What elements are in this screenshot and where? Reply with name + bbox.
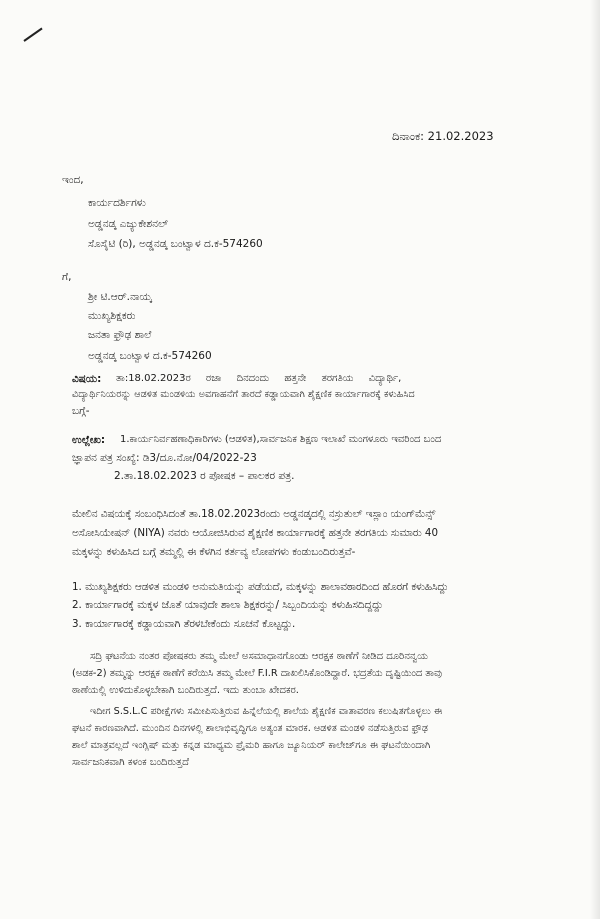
to-line-1: ಶ್ರೀ ಟಿ.ಆರ್.ನಾಯ್ಕ [88, 291, 152, 303]
reference-line-3: 2.ತಾ.18.02.2023 ರ ಪೋಷಕ – ಪಾಲಕರ ಪತ್ರ. [114, 470, 295, 482]
to-line-4: ಅಡ್ಡನಡ್ಕ ಬಂಟ್ವಾಳ ದ.ಕ-574260 [88, 350, 212, 362]
to-label: ಗೆ, [62, 271, 72, 283]
para1-line-1: ಮೇಲಿನ ವಿಷಯಕ್ಕೆ ಸಂಬಂಧಿಸಿದಂತೆ ತಾ.18.02.2023ರಂದು ಅಡ್ಡನಡ್ಕದಲ್ಲಿ ನಸ್ರುತುಲ್ ಇಸ್ಲಾಂ ಯಂಗ್‌ಮೆನ್ಸ್ [72, 508, 436, 520]
lapse-item-3: 3. ಕಾರ್ಯಾಗಾರಕ್ಕೆ ಕಡ್ಡಾಯವಾಗಿ ತೆರಳಬೇಕೆಂದು ಸೂಚನೆ ಕೊಟ್ಟದ್ದು. [72, 618, 296, 630]
pen-mark [23, 28, 42, 42]
para3-line-1: ಇದೀಗ S.S.L.C ಪರೀಕ್ಷೆಗಳು ಸಮೀಪಿಸುತ್ತಿರುವ ಹಿನ್ನೆಲೆಯಲ್ಲಿ ಶಾಲೆಯ ಶೈಕ್ಷಣಿಕ ವಾತಾವರಣ ಕಲುಷಿತಗೊಳ್ಳಲು ಈ [90, 706, 443, 717]
from-line-2: ಅಡ್ಡನಡ್ಕ ಎಜ್ಯುಕೇಶನಲ್ [88, 218, 169, 230]
from-line-3: ಸೊಸೈಟಿ (ರಿ), ಅಡ್ಡನಡ್ಕ ಬಂಟ್ವಾಳ ದ.ಕ-574260 [88, 238, 263, 250]
para1-line-3: ಮಕ್ಕಳನ್ನು ಕಳುಹಿಸಿದ ಬಗ್ಗೆ ತಮ್ಮಲ್ಲಿ ಈ ಕೆಳಗಿನ ಕರ್ತವ್ಯ ಲೋಪಗಳು ಕಂಡುಬಂದಿರುತ್ತವೆ- [72, 546, 356, 558]
reference-line-2: ಜ್ಞಾಪನ ಪತ್ರ ಸಂಖ್ಯೆ: ಡಿ3/ದೂ.ನೋ/04/2022-23 [72, 452, 257, 464]
to-line-2: ಮುಖ್ಯಶಿಕ್ಷಕರು [88, 310, 136, 322]
subject-line-1: ತಾ:18.02.2023ರ ರಜಾ ದಿನದಂದು ಹತ್ತನೇ ತರಗತಿಯ ವಿದ್ಯಾರ್ಥಿ, [116, 373, 402, 384]
lapse-item-1: 1. ಮುಖ್ಯಶಿಕ್ಷಕರು ಆಡಳಿತ ಮಂಡಳಿ ಅನುಮತಿಯನ್ನು ಪಡೆಯದೆ, ಮಕ್ಕಳನ್ನು ಶಾಲಾವಠಾರದಿಂದ ಹೊರಗೆ ಕಳುಹಿಸಿದ್ದು [72, 581, 449, 593]
reference-line-1: 1.ಕಾರ್ಯನಿರ್ವಹಣಾಧಿಕಾರಿಗಳು (ಆಡಳಿತ),ಸಾರ್ವಜನಿಕ ಶಿಕ್ಷಣ ಇಲಾಖೆ ಮಂಗಳೂರು ಇವರಿಂದ ಬಂದ [120, 434, 442, 445]
para2-line-3: ಠಾಣೆಯಲ್ಲಿ ಉಳಿದುಕೊಳ್ಳಬೇಕಾಗಿ ಬಂದಿರುತ್ತದೆ. ಇದು ತುಂಬಾ ಖೇದಕರ. [72, 685, 299, 696]
subject-line-3: ಬಗ್ಗೆ- [72, 405, 90, 417]
letter-date: ದಿನಾಂಕ: 21.02.2023 [392, 129, 494, 143]
lapse-item-2: 2. ಕಾರ್ಯಾಗಾರಕ್ಕೆ ಮಕ್ಕಳ ಜೊತೆ ಯಾವುದೇ ಶಾಲಾ ಶಿಕ್ಷಕರನ್ನು/ ಸಿಬ್ಬಂದಿಯನ್ನು ಕಳುಹಿಸದಿದ್ದದ್ದು [72, 599, 383, 611]
para1-line-2: ಅಸೋಸಿಯೇಷನ್ (NIYA) ನವರು ಆಯೋಜಿಸಿರುವ ಶೈಕ್ಷಣಿಕ ಕಾರ್ಯಾಗಾರಕ್ಕೆ ಹತ್ತನೇ ತರಗತಿಯ ಸುಮಾರು 40 [72, 527, 439, 539]
to-line-3: ಜನತಾ ಫ್ರೌಢ ಶಾಲೆ [88, 329, 152, 341]
from-label: ಇಂದ, [62, 174, 84, 186]
para3-line-2: ಘಟನೆ ಕಾರಣವಾಗಿದೆ. ಮುಂದಿನ ದಿನಗಳಲ್ಲಿ ಶಾಲಾಭಿವೃದ್ಧಿಗೂ ಅತ್ಯಂತ ಮಾರಕ. ಆಡಳಿತ ಮಂಡಳಿ ನಡೆಸುತ್ತಿರುವ ಫ್ರೌಢ [72, 723, 429, 734]
reference-label: ಉಲ್ಲೇಖ: [72, 434, 106, 446]
para2-line-1: ಸದ್ರಿ ಘಟನೆಯ ನಂತರ ಪೋಷಕರು ತಮ್ಮ ಮೇಲೆ ಅಸಮಾಧಾನಗೊಂಡು ಆರಕ್ಷಕ ಠಾಣೆಗೆ ನೀಡಿದ ದೂರಿನನ್ವಯ [90, 651, 428, 662]
para3-line-4: ಸಾರ್ವಜನಿಕವಾಗಿ ಕಳಂಕ ಬಂದಿರುತ್ತದೆ [72, 757, 189, 768]
subject-line-2: ವಿದ್ಯಾರ್ಥಿನಿಯರನ್ನು ಆಡಳಿತ ಮಂಡಳಿಯ ಅವಗಾಹನೆಗೆ ತಾರದೆ ಕಡ್ಡಾಯವಾಗಿ ಶೈಕ್ಷಣಿಕ ಕಾರ್ಯಾಗಾರಕ್ಕೆ ಕಳುಹಿಸಿದ [72, 389, 415, 400]
page-edge-shadow [590, 0, 600, 919]
para2-line-2: (ಅಡಕ-2) ತಮ್ಮನ್ನು ಆರಕ್ಷಕ ಠಾಣೆಗೆ ಕರೆಯಿಸಿ ತಮ್ಮ ಮೇಲೆ F.I.R ದಾಖಲಿಸಿಕೊಂಡಿದ್ದಾರೆ. ಭದ್ರತೆಯ ದೃಷ್ಟಿಯಿಂದ ತಾವು [72, 668, 442, 679]
subject-label: ವಿಷಯ: [72, 373, 102, 385]
para3-line-3: ಶಾಲೆ ಮಾತ್ರವಲ್ಲದೆ ಇಂಗ್ಲಿಷ್ ಮತ್ತು ಕನ್ನಡ ಮಾಧ್ಯಮ ಪ್ರೈಮರಿ ಹಾಗೂ ಜ್ಯೂನಿಯರ್ ಕಾಲೇಜ್‌ಗೂ ಈ ಘಟನೆಯಿಂದಾಗಿ [72, 740, 431, 751]
from-line-1: ಕಾರ್ಯದರ್ಶಿಗಳು [88, 197, 146, 209]
